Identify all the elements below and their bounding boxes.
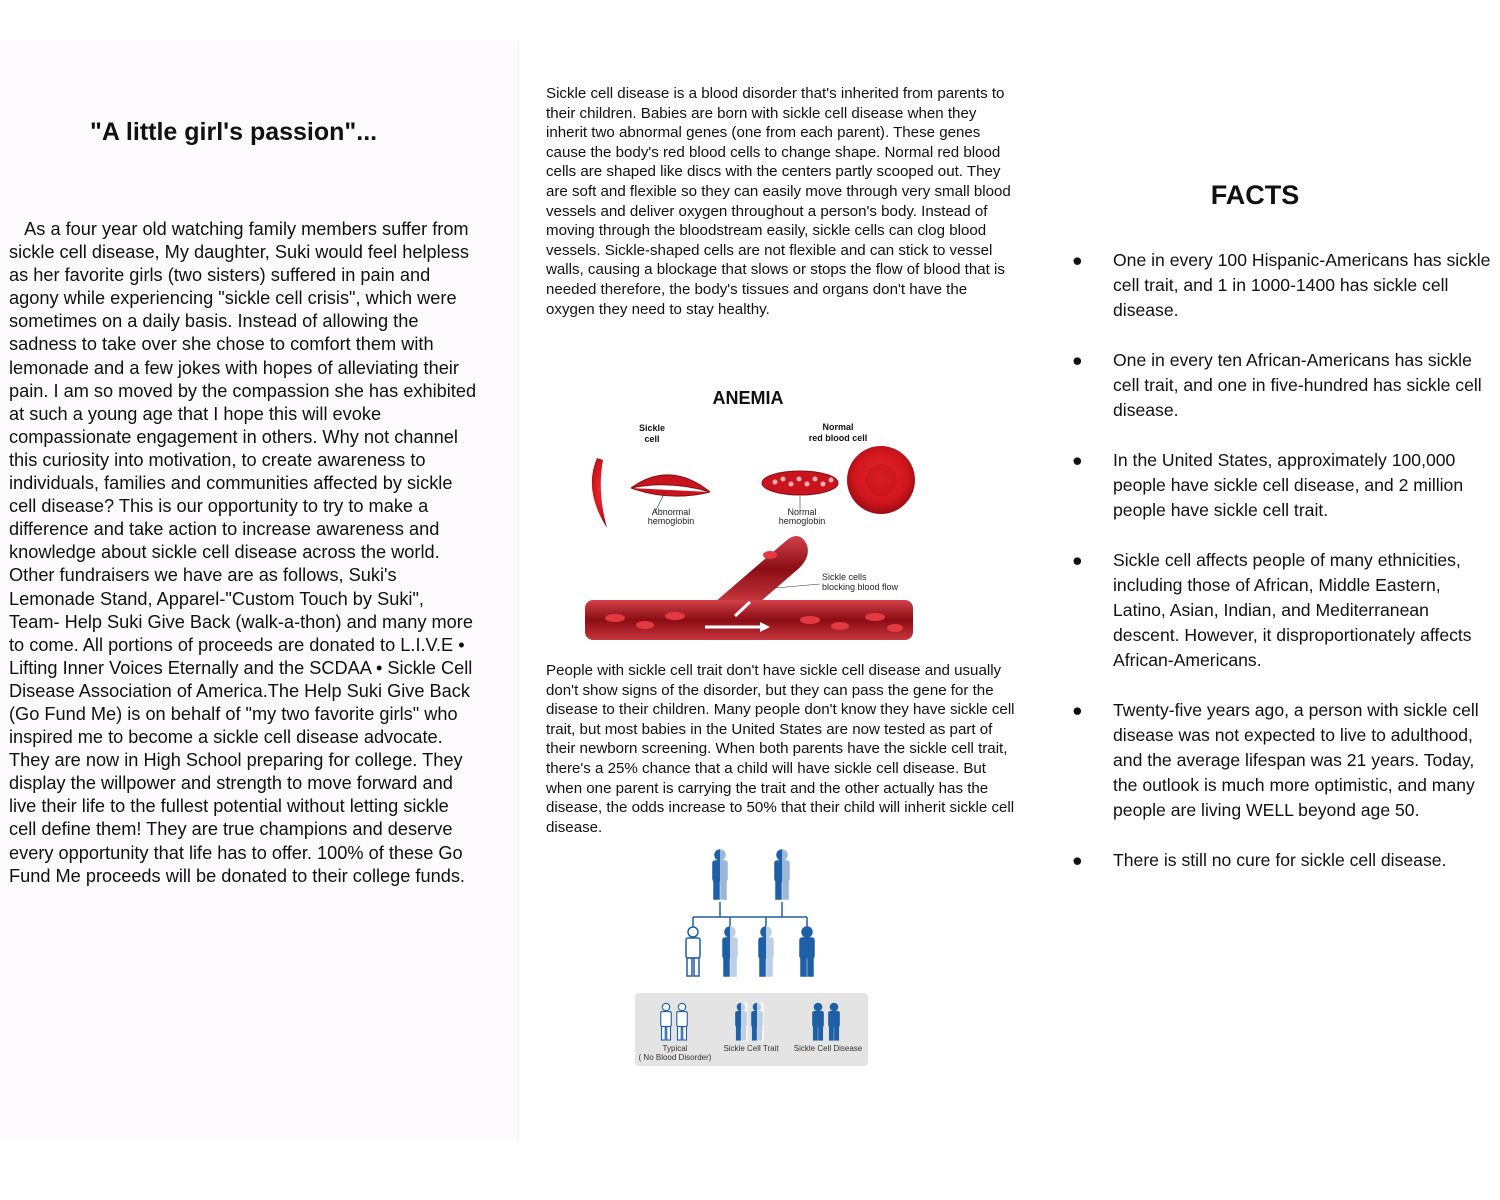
- inheritance-figure: [630, 840, 875, 1070]
- left-body: [9, 218, 482, 888]
- parent-father-icon: [775, 849, 791, 901]
- fact-text: One in every ten African-Americans has sickle cell trait, and one in five-hundred has sickle cell disease.: [1113, 350, 1482, 420]
- bullet-icon: ●: [1072, 550, 1083, 570]
- anemia-title: ANEMIA: [712, 388, 784, 408]
- left-title: "A little girl's passion"...: [90, 118, 378, 146]
- normal-cell-label-1: Normal: [822, 422, 854, 432]
- normal-hemoglobin-label-2: hemoglobin: [778, 516, 826, 526]
- legend-disease-label: Sickle Cell Disease: [793, 1044, 863, 1053]
- sickle-cell-label-1: Sickle: [638, 423, 666, 433]
- fact-text: One in every 100 Hispanic-Americans has sickle cell trait, and 1 in 1000-1400 has sickle cell disease.: [1113, 250, 1491, 320]
- normal-hemoglobin-label-1: Normal: [787, 507, 817, 517]
- child-disease-icon: [800, 927, 814, 976]
- blocking-flow-label-2: blocking blood flow: [822, 582, 899, 592]
- fact-item: [1070, 448, 1495, 523]
- bullet-icon: ●: [1072, 450, 1083, 470]
- bullet-icon: ●: [1072, 700, 1083, 720]
- facts-list: [1070, 248, 1495, 898]
- bullet-icon: ●: [1072, 350, 1083, 370]
- bullet-icon: ●: [1072, 850, 1083, 870]
- left-paragraph-1: As a four year old watching family members suffer from sickle cell disease, My daughter, Suki would feel helpless as her favorite girls (two sisters) suffered in pain and agony while experiencing "sickle cell crisis", which were sometimes on a daily basis. Instead of allowing the sadness to take over she chose to comfort them with lemonade and a few jokes with hopes of alleviating their pain. I am so moved by the compassion she has exhibited at such a young age that I hope this will evoke compassionate engagement in others. Why not channel this curiosity into motivation, to create awareness to individuals, families and communities affected by sickle cell disease? This is our opportunity to try to make a difference and take action to increase awareness and knowledge about sickle cell disease across the world. Other fundraisers we have are as follows, Suki's Lemonade Stand, Apparel-"Custom Touch by Suki", Team- Help Suki Give Back (walk-a-thon) and many more to come. All portions of proceeds are donated to L.I.V.E • Lifting Inner Voices Eternally and the SCDAA • Sickle Cell Disease Association of America.The Help Suki Give Back: [9, 219, 482, 701]
- fact-item: [1070, 348, 1495, 423]
- left-paragraph-2: (Go Fund Me) is on behalf of "my two favorite girls" who inspired me to become a sickle cell disease advocate. They are now in High School preparing for college. They display the willpower and strength to move forward and live their life to the fullest potential without letting sickle cell define them! They are true champions and deserve every opportunity that life has to offer. 100% of these Go Fund Me proceeds will be donated to their college funds.: [9, 703, 468, 886]
- abnormal-hemoglobin-label-1: Abnormal: [651, 507, 691, 517]
- fact-item: [1070, 548, 1495, 673]
- fact-text: There is still no cure for sickle cell disease.: [1113, 850, 1447, 870]
- child-trait-icon-1: [723, 926, 739, 978]
- blood-vessel-branch: [715, 536, 808, 602]
- fact-text: Sickle cell affects people of many ethnicities, including those of African, Middle Eastern, Latino, Asian, Indian, and Mediterranean descent. However, it disproportionately affects African-Americans.: [1113, 550, 1472, 670]
- middle-paragraph-2: People with sickle cell trait don't have sickle cell disease and usually don't show signs of the disorder, but they can pass the gene for the disease to their children. Many people don't know they have sickle cell trait, but most babies in the United States are now tested as part of their newborn screening. When both parents have the sickle cell trait, there's a 25% chance that a child will have sickle cell disease. But when one parent is carrying the trait and the other actually has the disease, the odds increase to 50% that their child will inherit sickle cell disease.: [546, 662, 1015, 835]
- sickle-cell-label-2: cell: [644, 434, 660, 444]
- fact-text: In the United States, approximately 100,000 people have sickle cell disease, and 2 million people have sickle cell trait.: [1113, 450, 1464, 520]
- facts-title: FACTS: [1210, 180, 1300, 210]
- anemia-figure: [575, 380, 925, 660]
- child-trait-icon-2: [759, 926, 775, 978]
- legend-typical-label-1: Typical: [662, 1044, 688, 1053]
- child-typical-icon: [686, 927, 700, 976]
- fact-item: [1070, 248, 1495, 323]
- normal-cell-label-2: red blood cell: [808, 433, 868, 443]
- bullet-icon: ●: [1072, 250, 1083, 270]
- abnormal-hemoglobin-label-2: hemoglobin: [647, 516, 695, 526]
- legend-trait-label: Sickle Cell Trait: [723, 1044, 779, 1053]
- parent-mother-icon: [713, 849, 729, 901]
- middle-paragraph-1: Sickle cell disease is a blood disorder that's inherited from parents to their children. Babies are born with sickle cell disease when they inherit two abnormal genes (one from each parent). These genes cause the body's red blood cells to change shape. Normal red blood cells are shaped like discs with the centers partly scooped out. They are soft and flexible so they can easily move through very small blood vessels and deliver oxygen throughout a person's body. Instead of moving through the bloodstream easily, sickle cells can clog blood vessels. Sickle-shaped cells are not flexible and can stick to vessel walls, causing a blockage that slows or stops the flow of blood that is needed therefore, the body's tissues and organs don't have the oxygen they need to stay healthy.: [546, 85, 1011, 318]
- fact-text: Twenty-five years ago, a person with sickle cell disease was not expected to live to adulthood, and the average lifespan was 21 years. Today, the outlook is much more optimistic, and many people are living WELL beyond age 50.: [1113, 700, 1479, 820]
- sickle-cell-side-icon: [631, 475, 710, 496]
- sickle-cell-icon: [592, 458, 607, 528]
- fact-item: [1070, 848, 1495, 873]
- blood-vessel: [585, 600, 913, 640]
- blocking-flow-label-1: Sickle cells: [822, 572, 867, 582]
- fact-item: [1070, 698, 1495, 823]
- legend-typical-label-2: ( No Blood Disorder): [638, 1053, 712, 1062]
